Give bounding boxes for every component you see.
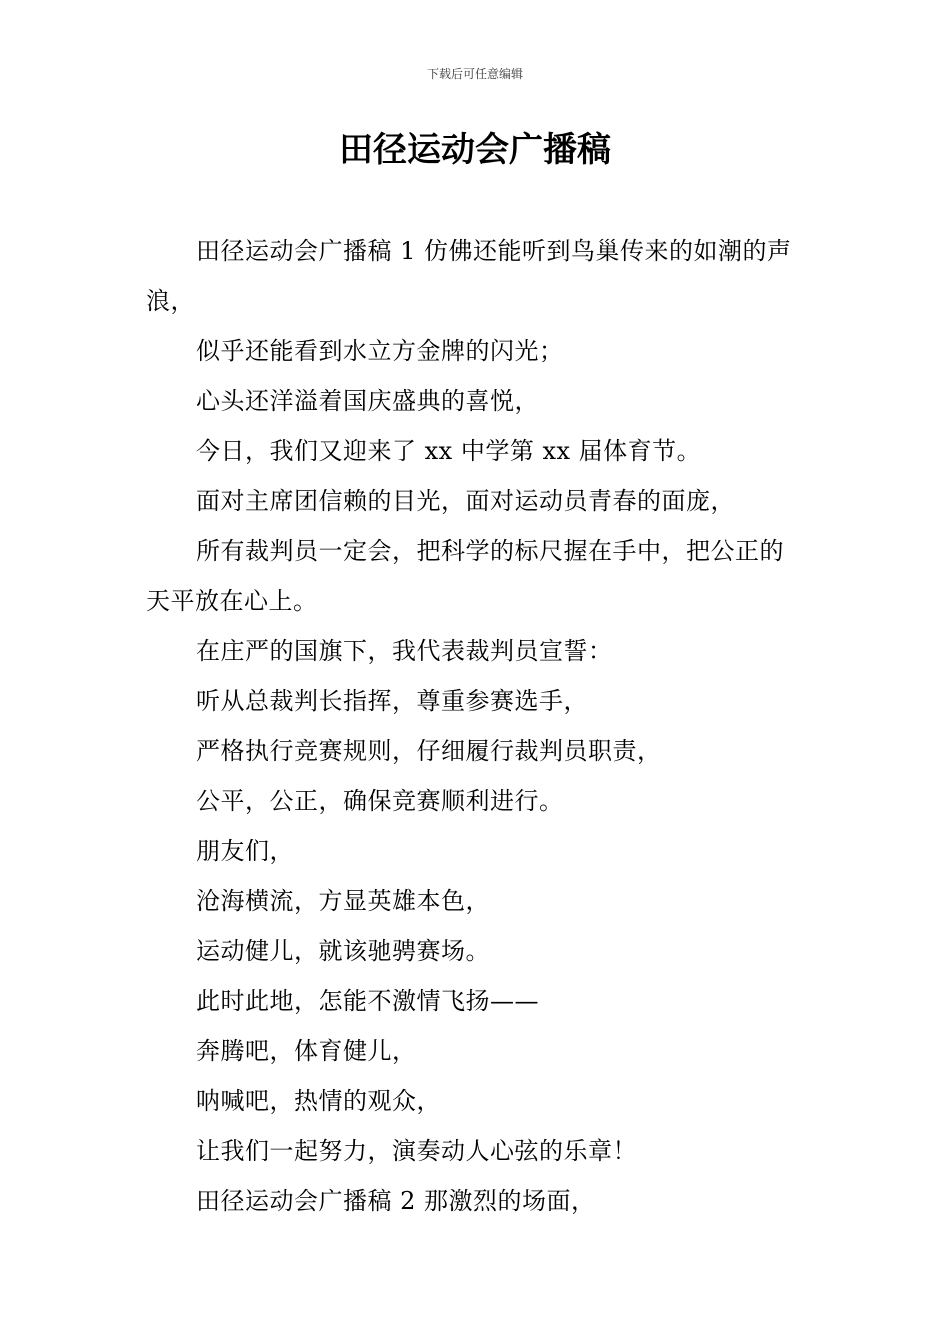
paragraph: 田径运动会广播稿 2 那激烈的场面， xyxy=(196,1187,596,1215)
paragraph: 在庄严的国旗下，我代表裁判员宣誓： xyxy=(196,637,613,665)
paragraph: 让我们一起努力，演奏动人心弦的乐章！ xyxy=(196,1137,637,1165)
paragraph: 面对主席团信赖的目光，面对运动员青春的面庞， xyxy=(196,487,735,515)
document-body xyxy=(146,226,808,1226)
paragraph: 听从总裁判长指挥，尊重参赛选手， xyxy=(196,687,588,715)
paragraph: 似乎还能看到水立方金牌的闪光； xyxy=(196,337,564,365)
paragraph: 严格执行竞赛规则，仔细履行裁判员职责， xyxy=(196,737,662,765)
paragraph: 朋友们， xyxy=(196,837,294,865)
document-title: 田径运动会广播稿 xyxy=(339,130,611,170)
paragraph: 沧海横流，方显英雄本色， xyxy=(196,887,490,915)
paragraph: 呐喊吧，热情的观众， xyxy=(196,1087,441,1115)
paragraph: 运动健儿，就该驰骋赛场。 xyxy=(196,937,490,965)
paragraph: 心头还洋溢着国庆盛典的喜悦， xyxy=(196,387,539,415)
paragraph: 此时此地，怎能不激情飞扬—— xyxy=(196,987,539,1015)
paragraph: 公平，公正，确保竞赛顺利进行。 xyxy=(196,787,564,815)
paragraph: 奔腾吧，体育健儿， xyxy=(196,1037,417,1065)
paragraph: 田径运动会广播稿 1 仿佛还能听到鸟巢传来的如潮的声浪， xyxy=(146,237,792,315)
paragraph: 所有裁判员一定会，把科学的标尺握在手中，把公正的天平放在心上。 xyxy=(146,537,784,615)
page-header-note: 下载后可任意编辑 xyxy=(426,67,523,81)
paragraph: 今日，我们又迎来了 xx 中学第 xx 届体育节。 xyxy=(196,437,702,465)
